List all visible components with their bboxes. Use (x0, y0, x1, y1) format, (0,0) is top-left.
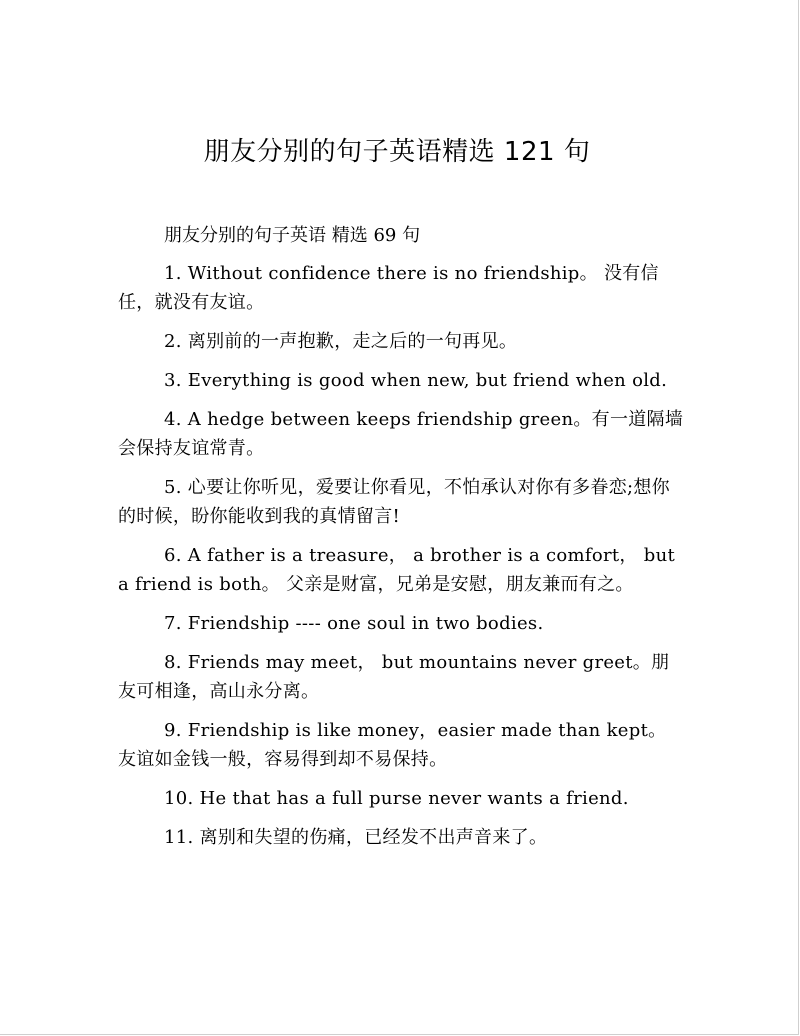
entry-9: 9. Friendship is like money，easier made than kept。友谊如金钱一般，容易得到却不易保持。 (118, 720, 667, 770)
entry-3: 3. Everything is good when new, but friend when old. (164, 370, 668, 391)
entry-2: 2. 离别前的一声抱歉，走之后的一句再见。 (164, 331, 518, 352)
entry-1: 1. Without confidence there is no friendship。 没有信任，就没有友谊。 (118, 263, 659, 313)
entry-11: 11. 离别和失望的伤痛，已经发不出声音来了。 (164, 827, 548, 848)
entry-4: 4. A hedge between keeps friendship green。有一道隔墙会保持友谊常青。 (118, 409, 684, 459)
entry-6: 6. A father is a treasure， a brother is a comfort， but a friend is both。 父亲是财富，兄弟是安慰，朋友兼而有之。 (118, 545, 675, 595)
entry-list (118, 259, 684, 862)
entry-7: 7. Friendship ---- one soul in two bodies. (164, 613, 544, 634)
document-subtitle: 朋友分别的句子英语 精选 69 句 (164, 225, 421, 246)
entry-8: 8. Friends may meet， but mountains never greet。朋友可相逢，高山永分离。 (118, 652, 670, 702)
document-title: 朋友分别的句子英语精选 121 句 (203, 137, 591, 167)
entry-10: 10. He that has a full purse never wants a friend. (164, 788, 629, 809)
entry-5: 5. 心要让你听见，爱要让你看见，不怕承认对你有多眷恋;想你的时候，盼你能收到我的真情留言! (118, 477, 670, 527)
